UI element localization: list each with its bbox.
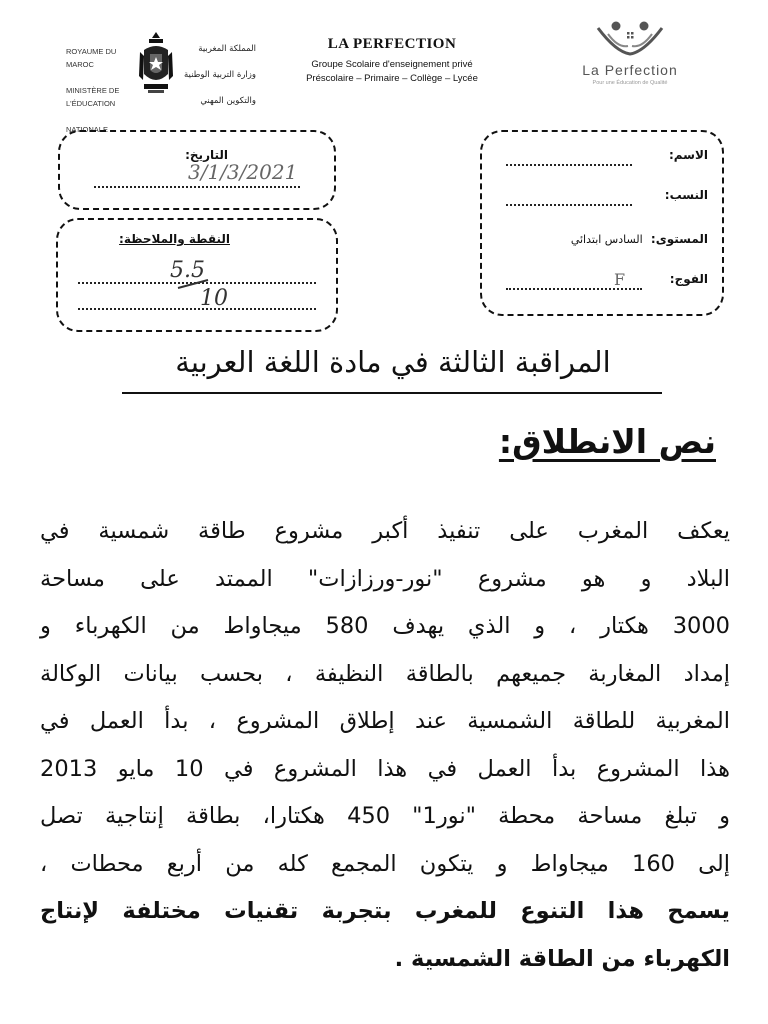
name-label: الاسم: <box>668 148 708 162</box>
grade-box <box>56 218 338 332</box>
surname-row <box>665 188 708 202</box>
section-title: نص الانطلاق: <box>498 422 716 461</box>
passage-line: إمداد المغاربة جميعهم بالطاقة النظيفة ، بحسب بيانات الوكالة <box>40 660 730 687</box>
grade-dotted-line <box>78 308 316 310</box>
score-handwritten: 5.5 <box>170 258 205 283</box>
ministry-latin-line: MINISTÈRE DE L'ÉDUCATION <box>66 86 120 108</box>
date-dotted-line <box>94 186 300 188</box>
grade-label: النقطة والملاحظة: <box>119 232 230 246</box>
name-row <box>669 148 708 162</box>
ministry-arabic-line: المملكة المغربية <box>198 44 256 54</box>
surname-label: النسب: <box>664 188 708 202</box>
ministry-latin-line: ROYAUME DU MAROC <box>66 47 117 69</box>
date-handwritten: 3/1/3/2021 <box>188 160 298 184</box>
ministry-latin <box>66 32 136 136</box>
passage-line: إلى 160 ميجاواط و يتكون المجمع كله من أربع محطات ، <box>40 850 730 877</box>
passage-line: يعكف المغرب على تنفيذ أكبر مشروع طاقة شمسية في <box>40 518 730 544</box>
passage-line: 3000 هكتار ، و الذي يهدف 580 ميجاواط من الكهرباء و <box>40 613 730 639</box>
passage-line: و تبلغ مساحة محطة "نور1" 450 هكتارا، بطاقة إنتاجية تصل <box>40 803 730 829</box>
ministry-block <box>66 30 256 134</box>
level-label: المستوى: <box>650 232 708 246</box>
ministry-arabic <box>176 30 256 108</box>
surname-dotted-line <box>506 204 632 206</box>
logo-text: La Perfection <box>582 62 678 78</box>
passage-line: البلاد و هو مشروع "نور-ورزازات" الممتد على مساحة <box>40 565 730 592</box>
reading-passage <box>40 508 730 983</box>
school-title: LA PERFECTION <box>327 36 457 52</box>
level-value: السادس ابتدائي <box>570 233 643 246</box>
school-subtitle: Groupe Scolaire d'enseignement privé <box>311 59 473 70</box>
out-of-handwritten: 10 <box>200 286 228 311</box>
school-header <box>262 36 522 84</box>
exam-title: المراقبة الثالثة في مادة اللغة العربية <box>175 345 611 379</box>
ministry-arabic-line: وزارة التربية الوطنية <box>183 70 256 80</box>
level-row <box>571 232 708 246</box>
moroccan-emblem-icon <box>138 30 174 96</box>
name-dotted-line <box>506 164 632 166</box>
passage-line: هذا المشروع بدأ العمل في هذا المشروع في 10 مايو 2013 <box>40 755 730 782</box>
school-levels: Préscolaire – Primaire – Collège – Lycée <box>306 73 478 84</box>
school-logo <box>550 18 710 98</box>
date-box <box>58 130 336 210</box>
ministry-latin-line: NATIONALE <box>66 125 108 134</box>
logo-slogan: Pour une Éducation de Qualité <box>592 80 668 86</box>
group-label: الفوج: <box>669 272 708 286</box>
passage-line: المغربية للطاقة الشمسية عند إطلاق المشروع ، بدأ العمل في <box>40 708 730 734</box>
passage-line-bold: يسمح هذا التنوع للمغرب بتجربة تقنيات مختلفة لإنتاج <box>40 898 730 924</box>
title-underline <box>122 392 662 394</box>
people-logo-icon <box>590 18 670 60</box>
passage-line-bold: الكهرباء من الطاقة الشمسية . <box>394 945 730 972</box>
student-info-box <box>480 130 724 316</box>
group-row <box>670 272 708 286</box>
group-handwritten: F <box>614 270 626 289</box>
ministry-arabic-line: والتكوين المهني <box>200 96 256 106</box>
date-label: التاريخ: <box>185 148 228 162</box>
